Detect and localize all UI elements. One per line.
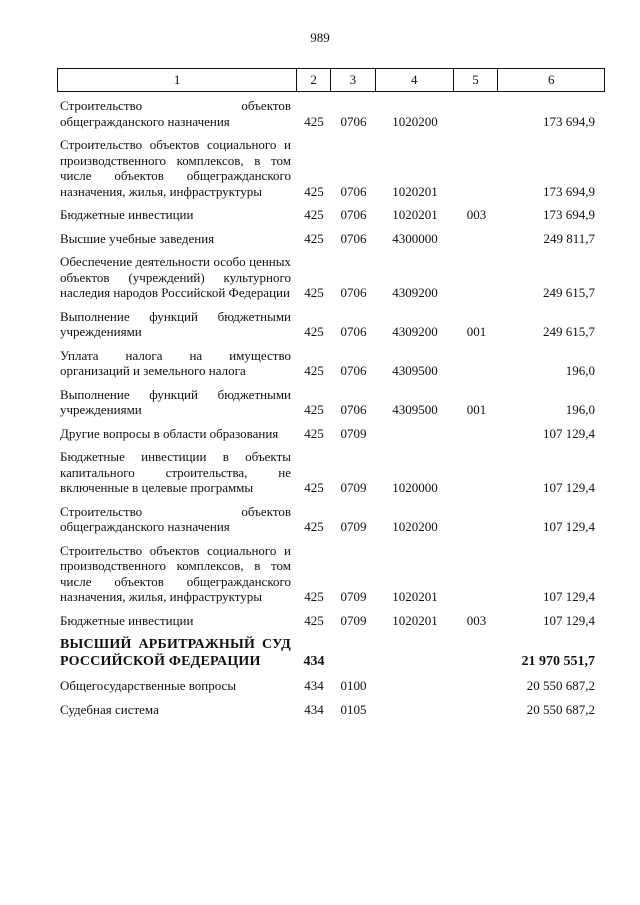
row-csr: 4309200	[392, 285, 438, 300]
row-sum: 107 129,4	[543, 612, 595, 628]
row-csr: 4309500	[392, 402, 438, 417]
row-ved: 425	[304, 324, 324, 339]
row-name: Бюджетные инвестиции	[60, 207, 194, 222]
table-header	[57, 68, 605, 92]
row-sum: 173 694,9	[543, 113, 595, 129]
row-rzpr: 0706	[340, 207, 367, 222]
header-col-4: 4	[376, 69, 454, 91]
row-sum: 20 550 687,2	[526, 701, 595, 717]
row-ved: 425	[304, 363, 324, 378]
row-csr: 1020200	[392, 113, 438, 129]
row-sum: 249 615,7	[543, 324, 595, 339]
row-name: Общегосударственные вопросы	[60, 678, 237, 693]
table-row	[57, 309, 605, 340]
row-rzpr: 0706	[340, 230, 367, 246]
table-row	[57, 426, 605, 442]
row-ved: 425	[304, 230, 324, 246]
table-row	[57, 678, 605, 694]
row-name: Бюджетные инвестиции	[60, 612, 194, 628]
header-col-1: 1	[58, 69, 297, 91]
header-col-6: 6	[547, 72, 555, 87]
row-rzpr: 0709	[340, 519, 367, 534]
header-col-3: 3	[331, 69, 376, 91]
row-rzpr: 0706	[340, 324, 367, 339]
row-rzpr: 0709	[340, 589, 367, 604]
row-ved: 425	[304, 402, 324, 417]
row-sum: 249 615,7	[543, 285, 595, 300]
row-rzpr: 0706	[340, 183, 367, 199]
row-vr: 001	[466, 402, 487, 417]
row-name: Другие вопросы в области образования	[60, 425, 279, 441]
row-vr: 003	[466, 612, 487, 628]
row-rzpr: 0105	[340, 701, 367, 717]
row-rzpr: 0706	[340, 113, 367, 129]
header-col-5: 5	[454, 69, 499, 91]
row-ved: 425	[304, 612, 324, 628]
row-name: Выполнение функций бюджетными учреждениями	[60, 308, 291, 339]
table-row	[57, 254, 605, 301]
row-name: Уплата налога на имущество организаций и земельного налога	[60, 347, 291, 378]
header-col-2: 2	[297, 69, 331, 91]
row-ved: 425	[304, 480, 324, 495]
table-row	[57, 504, 605, 535]
table-row	[57, 137, 605, 199]
row-csr: 1020201	[392, 207, 438, 222]
table-row	[57, 449, 605, 496]
table-row	[57, 231, 605, 247]
row-csr: 1020000	[392, 480, 438, 495]
table-row	[57, 207, 605, 223]
row-sum: 21 970 551,7	[521, 654, 595, 669]
row-name: Строительство объектов общегражданского назначения	[60, 503, 291, 534]
row-sum: 20 550 687,2	[526, 678, 595, 693]
table-row	[57, 613, 605, 629]
row-ved: 434	[304, 678, 324, 693]
row-ved: 425	[304, 207, 324, 222]
row-name: Высшие учебные заведения	[60, 230, 215, 246]
row-name: Выполнение функций бюджетными учреждениями	[60, 386, 291, 417]
row-vr: 003	[466, 207, 487, 222]
row-name: Обеспечение деятельности особо ценных объектов (учреждений) культурного наследия народов Российской Федерации	[60, 254, 291, 300]
row-ved: 425	[304, 589, 324, 604]
table-row	[57, 543, 605, 605]
page-number: 989	[310, 30, 330, 45]
row-sum: 107 129,4	[543, 480, 595, 495]
row-sum: 196,0	[565, 402, 595, 417]
table-body	[57, 98, 605, 725]
row-vr: 001	[466, 324, 487, 339]
row-rzpr: 0706	[340, 285, 367, 300]
row-name: Строительство объектов социального и производственного комплексов, в том числе объектов общегражданского назначения, жилья, инфраструктуры	[60, 137, 291, 199]
row-name: Бюджетные инвестиции в объекты капитального строительства, не включенные в целевые программы	[60, 449, 291, 495]
row-ved: 425	[304, 113, 324, 129]
table-row	[57, 702, 605, 718]
row-rzpr: 0709	[340, 480, 367, 495]
row-sum: 249 811,7	[543, 230, 595, 246]
row-csr: 4309200	[392, 324, 438, 339]
table-row	[57, 636, 605, 670]
row-rzpr: 0709	[340, 612, 367, 628]
row-ved: 425	[304, 183, 324, 199]
row-ved: 425	[304, 425, 324, 441]
row-sum: 107 129,4	[543, 519, 595, 534]
row-name: Строительство объектов общегражданского назначения	[60, 98, 291, 129]
table-row	[57, 98, 605, 129]
row-name: Судебная система	[60, 701, 159, 717]
row-csr: 1020201	[392, 589, 438, 604]
row-sum: 173 694,9	[543, 207, 595, 222]
table-row	[57, 348, 605, 379]
row-rzpr: 0709	[340, 425, 367, 441]
row-ved: 434	[304, 701, 324, 717]
row-csr: 4300000	[392, 230, 438, 246]
row-ved: 434	[303, 654, 325, 669]
row-ved: 425	[304, 519, 324, 534]
row-name: Строительство объектов социального и производственного комплексов, в том числе объектов общегражданского назначения, жилья, инфраструктуры	[60, 542, 291, 604]
row-sum: 196,0	[565, 363, 595, 378]
row-csr: 1020201	[392, 183, 438, 199]
row-ved: 425	[304, 285, 324, 300]
row-sum: 107 129,4	[543, 589, 595, 604]
table-row	[57, 387, 605, 418]
row-name: ВЫСШИЙ АРБИТРАЖНЫЙ СУД РОССИЙСКОЙ ФЕДЕРАЦИИ	[60, 637, 291, 669]
row-sum: 107 129,4	[543, 425, 595, 441]
row-csr: 1020201	[392, 612, 438, 628]
row-rzpr: 0100	[340, 678, 367, 693]
row-csr: 1020200	[392, 519, 438, 534]
row-rzpr: 0706	[340, 402, 367, 417]
row-sum: 173 694,9	[543, 183, 595, 199]
row-rzpr: 0706	[340, 363, 367, 378]
row-csr: 4309500	[392, 363, 438, 378]
